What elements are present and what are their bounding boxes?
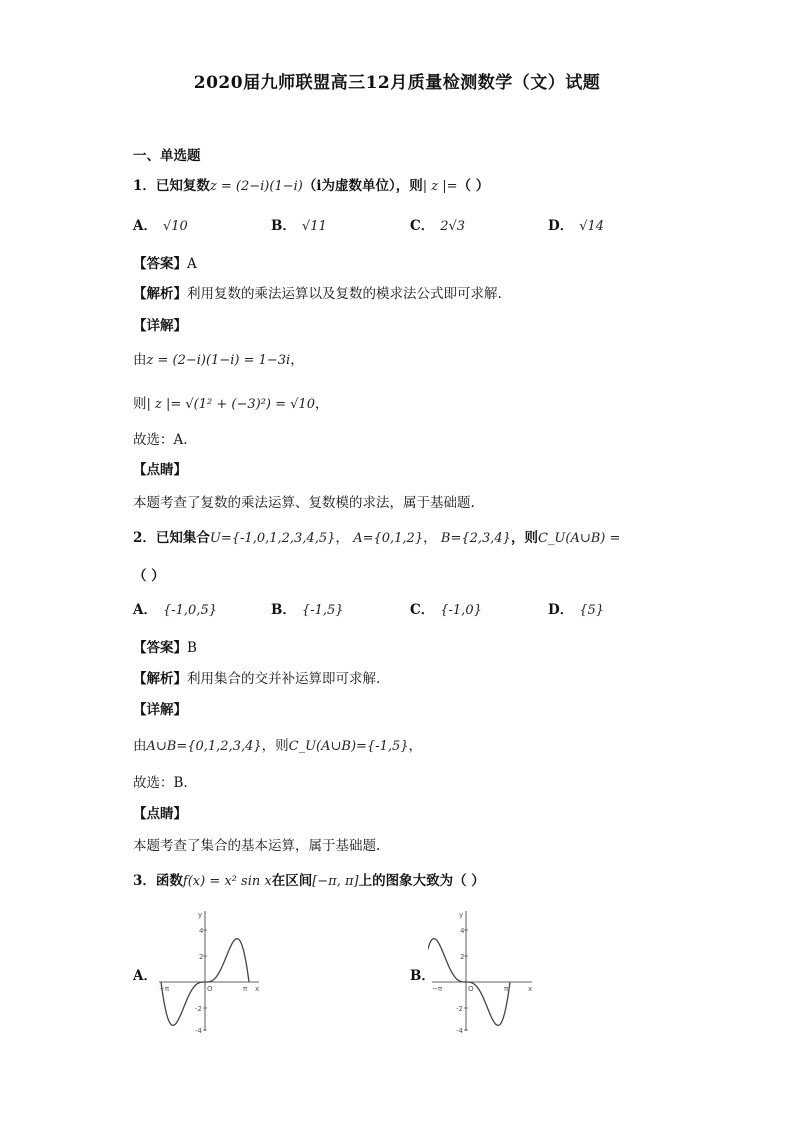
option-label: D． [548,602,574,618]
answer-tag: 【答案】 [133,640,187,656]
axis-y-label: y [198,911,203,919]
answer-value: A [187,256,197,272]
question-3-mid: 在区间 [271,873,313,889]
q1-detail-tag: 【详解】 [133,318,187,334]
origin-label: O [468,985,474,993]
option-value: {-1,5} [301,603,344,618]
option-label: C． [410,218,435,234]
analysis-tag: 【解析】 [133,671,187,687]
question-2-paren: （ ） [133,568,165,584]
answer-value: B [187,640,197,656]
function-formula: f(x) = x² sin x [182,874,272,889]
q2-conclusion: 故选：B. [133,775,188,791]
question-2-mid: ，则 [510,530,538,546]
detail-formula: | z |= √(1² + (−3)²) = √10 [146,397,315,412]
question-2-prefix: 2．已知集合 [133,530,210,546]
q1-option-c [410,216,465,237]
detail-formula: z = (2−i)(1−i) = 1−3i [146,353,291,368]
question-1-stem [133,176,489,197]
option-label: B． [271,218,296,234]
tick-label-4: 4 [199,927,204,935]
question-3-stem [133,871,485,892]
detail-prefix: 由 [133,352,147,368]
option-label: C． [410,602,435,618]
question-1-formula: z = (2−i)(1−i) [209,179,303,194]
set-a: A={0,1,2} [353,531,424,546]
option-label: A． [133,968,157,984]
q2-comment: 本题考查了集合的基本运算，属于基础题. [133,838,381,854]
option-label: D． [548,218,574,234]
analysis-text: 利用复数的乘法运算以及复数的模求法公式即可求解. [187,286,502,302]
option-value: {5} [579,603,605,618]
detail-prefix: 由 [133,738,147,754]
option-value: √14 [579,219,605,234]
neg-pi-label: −π [432,985,443,993]
separator: ， [335,530,349,546]
option-value: {-1,0} [440,603,482,618]
detail-suffix: ， [314,396,329,412]
q2-comment-tag: 【点睛】 [133,806,187,822]
detail-formula: A∪B={0,1,2,3,4} [146,739,262,754]
q1-analysis [133,284,502,304]
set-b: B={2,3,4} [440,531,511,546]
pi-label: π [504,985,509,993]
option-value: 2√3 [440,219,466,234]
q2-analysis [133,669,380,689]
tick-label-neg4: -4 [456,1027,463,1035]
option-label: A． [133,218,157,234]
page-title: 2020届九师联盟高三12月质量检测数学（文）试题 [193,73,601,93]
tick-label-neg2: -2 [456,1005,463,1013]
tick-label-4: 4 [460,927,465,935]
option-label: B． [410,968,435,984]
complement-expr: C_U(A∪B) = [537,531,621,546]
q2-option-c [410,600,482,621]
answer-tag: 【答案】 [133,256,187,272]
option-value: {-1,0,5} [162,603,217,618]
set-u: U={-1,0,1,2,3,4,5} [209,531,336,546]
q1-comment: 本题考查了复数的乘法运算、复数模的求法，属于基础题. [133,495,475,511]
q1-option-d [548,216,604,237]
q3-graph-b [428,905,538,1035]
q2-detail [133,736,422,757]
detail-suffix: ， [408,738,423,754]
axis-x-label: x [255,985,260,993]
tick-label-neg2: -2 [195,1005,202,1013]
option-value: √10 [162,219,188,234]
interval: [−π, π] [312,874,359,889]
detail-formula-2: C_U(A∪B)={-1,5} [288,739,409,754]
question-1-prefix: 1．已知复数 [133,178,210,194]
q3-graph-a [155,905,265,1035]
tick-label-2: 2 [460,953,465,961]
question-2-stem [133,528,620,549]
q1-detail-step-2 [133,394,328,415]
question-3-suffix: 上的图象大致为（ ） [358,873,485,889]
question-1-paren: （ ） [457,178,490,194]
q2-detail-tag: 【详解】 [133,702,187,718]
option-label: A． [133,602,157,618]
section-heading: 一、单选题 [133,148,201,164]
tick-label-neg4: -4 [195,1027,202,1035]
q2-answer [133,638,197,658]
separator: ， [423,530,437,546]
detail-suffix: ， [290,352,304,368]
q2-option-d [548,600,604,621]
detail-mid: ，则 [261,738,289,754]
analysis-tag: 【解析】 [133,286,187,302]
q1-conclusion: 故选：A. [133,432,188,448]
question-3-prefix: 3．函数 [133,873,183,889]
q1-option-b [271,216,327,237]
axis-x-label: x [528,985,533,993]
question-1-mid: （i为虚数单位），则 [302,178,423,194]
q2-option-a [133,600,217,621]
detail-prefix: 则 [133,396,147,412]
option-value: √11 [301,219,327,234]
q2-option-b [271,600,344,621]
tick-label-2: 2 [199,953,204,961]
axis-y-label: y [459,911,464,919]
question-1-modulus: | z |= [422,179,458,194]
origin-label: O [207,985,213,993]
q1-comment-tag: 【点睛】 [133,462,187,478]
q1-answer [133,254,197,274]
analysis-text: 利用集合的交并补运算即可求解. [187,671,381,687]
option-label: B． [271,602,296,618]
pi-label: π [243,985,248,993]
neg-pi-label: −π [159,985,170,993]
q1-detail-step-1 [133,350,304,371]
q1-option-a [133,216,188,237]
